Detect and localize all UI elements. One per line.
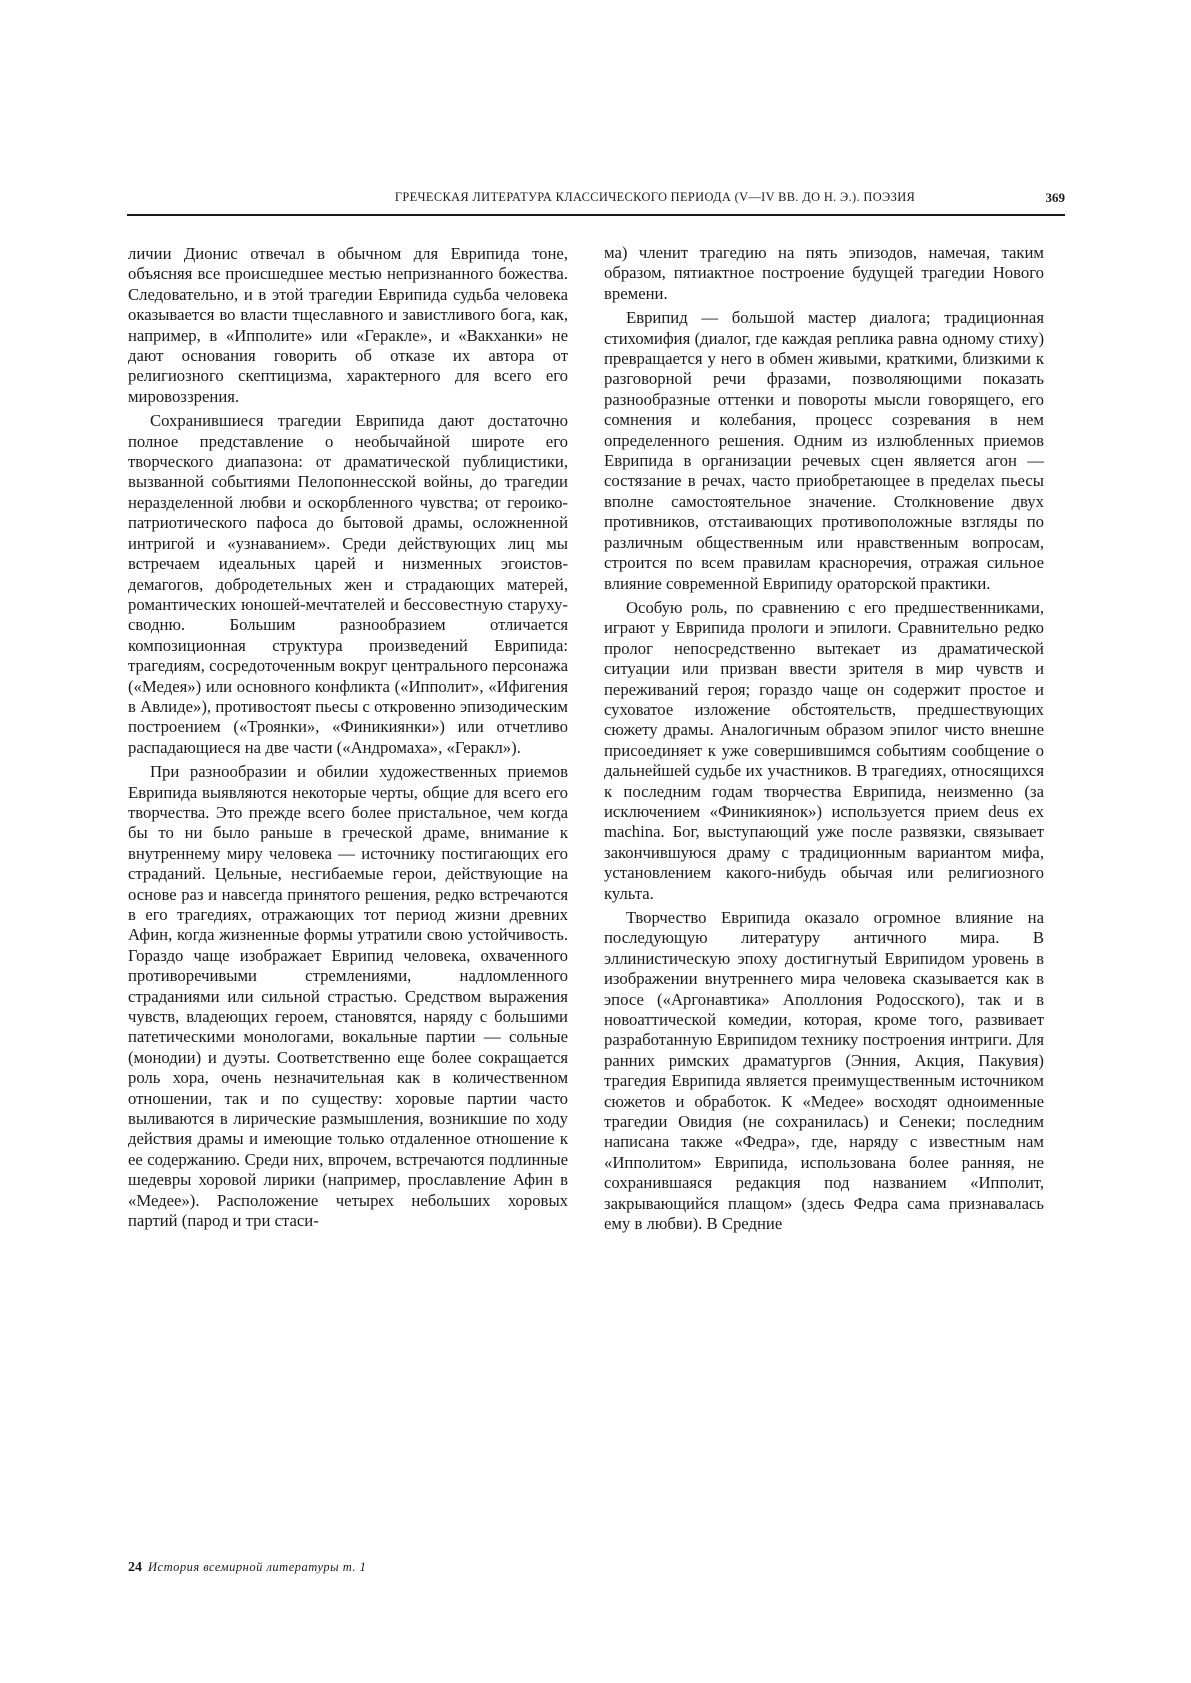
paragraph: Творчество Еврипида оказало огромное влияние на последующую литературу античного мира. В эллинистическую эпоху достигнутый Еврипидом уровень в изображении внутреннего мира человека сказывается как в эпосе («Аргонавтика» Аполлония Родосского), так и в новоаттической комедии, которая, кроме того, развивает разработанную Еврипидом технику построения интриги. Для ранних римских драматургов (Энния, Акция, Пакувия) трагедия Еврипида является преимущественным источником сюжетов и обработок. К «Медее» восходят одноименные трагедии Овидия (не сохранилась) и Сенеки; последним написана также «Федра», где, наряду с известным нам «Ипполитом» Еврипида, использована более ранняя, не сохранившаяся редакция под названием «Ипполит, закрывающийся плащом» (здесь Федра сама признавалась ему в любви). В Средние	[604, 908, 1044, 1234]
signature-footer	[128, 1560, 366, 1576]
paragraph: При разнообразии и обилии художественных приемов Еврипида выявляются некоторые черты, общие для всего его творчества. Это прежде всего более пристальное, чем когда бы то ни было раньше в греческой драме, внимание к внутреннему миру человека — источнику постигающих его страданий. Цельные, несгибаемые герои, действующие на основе раз и навсегда принятого решения, редко встречаются в его трагедиях, отражающих тот период жизни древних Афин, когда жизненные формы утратили свою устойчивость. Гораздо чаще изображает Еврипид человека, охваченного противоречивыми стремлениями, надломленного страданиями или сильной страстью. Средством выражения чувств, владеющих героем, становятся, наряду с большими патетическими монологами, вокальные партии — сольные (монодии) и дуэты. Соответственно еще более сокращается роль хора, очень незначительная как в количественном отношении, так и по существу: хоровые партии часто выливаются в лирические размышления, возникшие по ходу действия драмы и имеющие только отдаленное отношение к ее содержанию. Среди них, впрочем, встречаются подлинные шедевры хоровой лирики (например, прославление Афин в «Медее»). Расположение четырех небольших хоровых партий (парод и три стаси-	[128, 762, 568, 1231]
header-rule	[127, 214, 1065, 216]
paragraph: Сохранившиеся трагедии Еврипида дают достаточно полное представление о необычайной широте его творческого диапазона: от драматической публицистики, вызванной событиями Пелопоннесской войны, до трагедии неразделенной любви и оскорбленного чувства; от героико-патриотического пафоса до бытовой драмы, осложненной интригой и «узнаванием». Среди действующих лиц мы встречаем идеальных царей и низменных эгоистов-демагогов, добродетельных жен и страдающих матерей, романтических юношей-мечтателей и бессовестную старуху-сводню. Большим разнообразием отличается композиционная структура произведений Еврипида: трагедиям, сосредоточенным вокруг центрального персонажа («Медея») или основного конфликта («Ипполит», «Ифигения в Авлиде»), противостоят пьесы с откровенно эпизодическим построением («Троянки», «Финикиянки») или отчетливо распадающиеся на две части («Андромаха», «Геракл»).	[128, 411, 568, 757]
page-number: 369	[1045, 190, 1065, 205]
signature-title: История всемирной литературы т. 1	[148, 1560, 367, 1574]
paragraph: личии Дионис отвечал в обычном для Еврипида тоне, объясняя все происшедшее местью непризнанного божества. Следовательно, и в этой трагедии Еврипида судьба человека оказывается во власти тщеславного и завистливого бога, как, например, в «Ипполите» или «Геракле», и «Вакханки» не дают основания говорить об отказе их автора от религиозного скептицизма, характерного для всего его мировоззрения.	[128, 244, 568, 406]
running-title: ГРЕЧЕСКАЯ ЛИТЕРАТУРА КЛАССИЧЕСКОГО ПЕРИОДА (V—IV ВВ. ДО Н. Э.). ПОЭЗИЯ	[394, 190, 916, 204]
running-header	[127, 190, 1065, 216]
left-column	[128, 244, 568, 1232]
paragraph: ма) членит трагедию на пять эпизодов, намечая, таким образом, пятиактное построение будущей трагедии Нового времени.	[604, 243, 1044, 303]
paragraph: Особую роль, по сравнению с его предшественниками, играют у Еврипида прологи и эпилоги. Сравнительно редко пролог непосредственно вытекает из драматической ситуации или призван ввести зрителя в мир чувств и переживаний героя; гораздо чаще он содержит простое и суховатое изложение обстоятельств, предшествующих сюжету драмы. Аналогичным образом эпилог чисто внешне присоединяет к уже совершившимся событиям сообщение о дальнейшей судьбе их участников. В трагедиях, относящихся к последним годам творчества Еврипида, неизменно (за исключением «Финикиянок») используется прием deus ex machina. Бог, выступающий уже после развязки, связывает закончившуюся драму с традиционным вариантом мифа, установлением какого-нибудь обычая или религиозного культа.	[604, 597, 1044, 903]
right-column	[604, 243, 1044, 1235]
signature-number: 24	[128, 1560, 142, 1575]
paragraph: Еврипид — большой мастер диалога; традиционная стихомифия (диалог, где каждая реплика равна одному стиху) превращается у него в обмен живыми, краткими, близкими к разговорной речи фразами, позволяющими показать разнообразные оттенки и повороты мысли говорящего, его сомнения и колебания, процесс созревания в нем определенного решения. Одним из излюбленных приемов Еврипида в организации речевых сцен является агон — состязание в речах, часто приобретающее в пределах пьесы вполне самостоятельное значение. Столкновение двух противников, отстаивающих противоположные взгляды по различным общественным или нравственным вопросам, строится по всем правилам красноречия, отражая сильное влияние современной Еврипиду ораторской практики.	[604, 308, 1044, 593]
